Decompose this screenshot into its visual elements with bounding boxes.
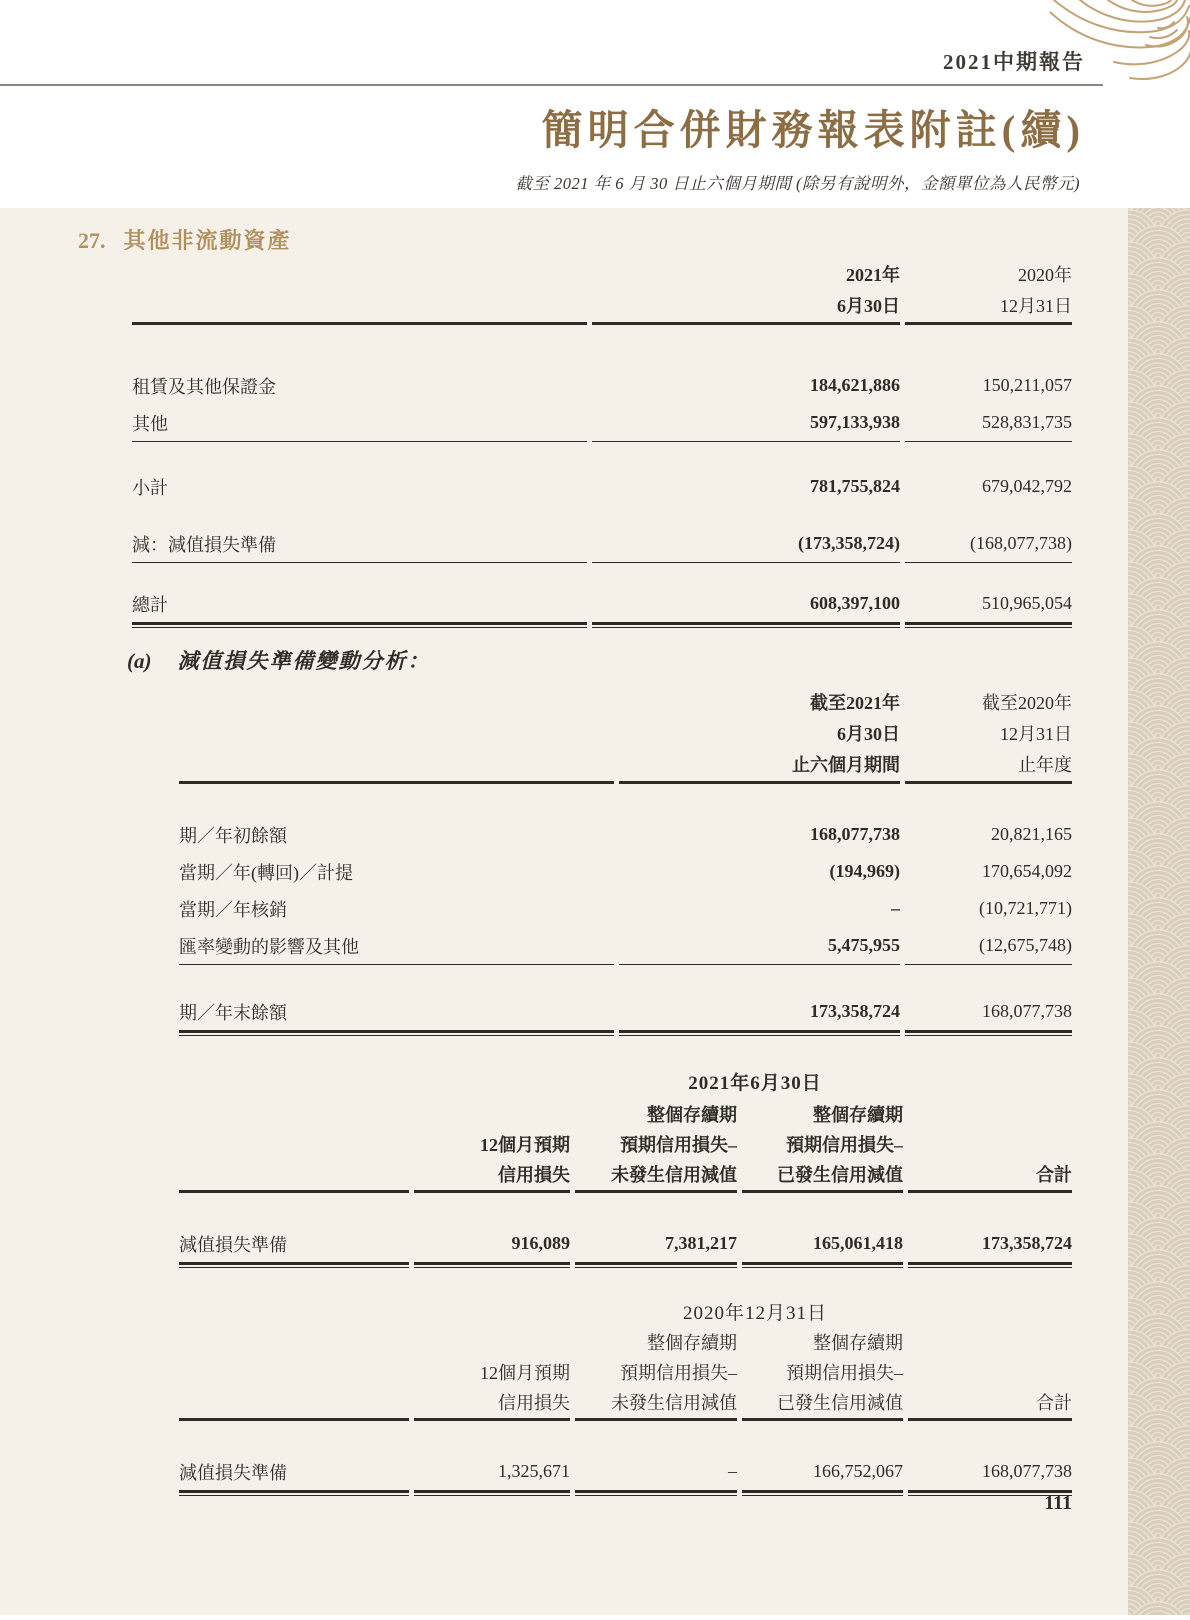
- column-header-total: 合計: [908, 1328, 1072, 1421]
- value-2020: (12,675,748): [905, 927, 1072, 965]
- row-label: 減值損失準備: [179, 1453, 409, 1493]
- row-label: 期／年末餘額: [179, 993, 614, 1033]
- table-ecl-2021: [174, 1100, 1077, 1268]
- column-header-total: 合計: [908, 1100, 1072, 1193]
- table-row: [179, 927, 1072, 965]
- row-label: 租賃及其他保證金: [132, 376, 276, 397]
- header-spacer: [132, 258, 587, 325]
- row-label: 其他: [132, 404, 587, 442]
- table-row-closing-balance: [179, 993, 1072, 1033]
- subsection-marker: (a): [127, 649, 152, 673]
- table3-date-title: 2021年6月30日: [688, 1073, 822, 1094]
- value-2020: 170,654,092: [982, 861, 1072, 881]
- value-2020: (10,721,771): [979, 898, 1072, 918]
- value-2021: 5,475,955: [619, 927, 900, 965]
- table-row: [179, 816, 1072, 853]
- value-12m: 1,325,671: [414, 1453, 570, 1493]
- table-row: [179, 853, 1072, 890]
- value-2021: (173,358,724): [592, 525, 900, 563]
- value-2021: –: [891, 898, 900, 918]
- table-row-total: [132, 585, 1072, 625]
- column-header-lifetime-not-impaired: 整個存續期 預期信用損失– 未發生信用減值: [575, 1328, 737, 1421]
- header-rule: [0, 84, 1103, 86]
- column-header-2020-year: 截至2020年 12月31日 止年度: [905, 686, 1072, 784]
- value-2020: 679,042,792: [982, 476, 1072, 496]
- value-2020: 150,211,057: [982, 375, 1072, 395]
- row-label: 減：減值損失準備: [132, 525, 587, 563]
- table-row: [132, 404, 1072, 442]
- table-row-impairment-allowance: [179, 1225, 1072, 1265]
- column-header-12m-ecl: 12個月預期 信用損失: [414, 1328, 570, 1421]
- table-row-subtotal: [132, 468, 1072, 505]
- value-2020: 528,831,735: [905, 404, 1072, 442]
- row-label: 當期／年核銷: [179, 899, 287, 920]
- column-header-lifetime-not-impaired: 整個存續期 預期信用損失– 未發生信用減值: [575, 1100, 737, 1193]
- value-total: 168,077,738: [908, 1453, 1072, 1493]
- page-number: 111: [1044, 1492, 1072, 1514]
- column-header-lifetime-impaired: 整個存續期 預期信用損失– 已發生信用減值: [742, 1328, 903, 1421]
- value-12m: 916,089: [414, 1225, 570, 1265]
- table4-date-title: 2020年12月31日: [682, 1303, 827, 1324]
- value-2021: 173,358,724: [619, 993, 900, 1033]
- table-impairment-movement: [174, 686, 1077, 1036]
- page-title: 簡明合併財務報表附註(續): [541, 107, 1085, 153]
- subsection-a-heading: [127, 645, 431, 675]
- section-number: 27.: [78, 228, 106, 253]
- row-label: 減值損失準備: [179, 1225, 409, 1265]
- value-lifetime-impaired: 165,061,418: [742, 1225, 903, 1265]
- value-lifetime-not-impaired: –: [575, 1453, 737, 1493]
- table-row-impairment-allowance: [179, 1453, 1072, 1493]
- header-spacer: [179, 1328, 409, 1421]
- header-spacer: [179, 686, 614, 784]
- column-header-lifetime-impaired: 整個存續期 預期信用損失– 已發生信用減值: [742, 1100, 903, 1193]
- seigaiha-pattern: [1128, 208, 1190, 1615]
- column-header-2021: 2021年 6月30日: [592, 258, 900, 325]
- table-ecl-2020: [174, 1328, 1077, 1496]
- table-other-noncurrent-assets: [127, 258, 1077, 628]
- value-2020: (168,077,738): [905, 525, 1072, 563]
- value-2020: 20,821,165: [991, 824, 1072, 844]
- header-spacer: [179, 1100, 409, 1193]
- column-header-2021-period: 截至2021年 6月30日 止六個月期間: [619, 686, 900, 784]
- value-lifetime-not-impaired: 7,381,217: [575, 1225, 737, 1265]
- value-2021: 608,397,100: [592, 585, 900, 625]
- report-name: 2021中期報告: [943, 50, 1085, 74]
- value-2021: 184,621,886: [810, 375, 900, 395]
- row-label: 總計: [132, 585, 587, 625]
- row-label: 匯率變動的影響及其他: [179, 927, 614, 965]
- column-header-12m-ecl: 12個月預期 信用損失: [414, 1100, 570, 1193]
- row-label: 小計: [132, 477, 168, 498]
- page-subtitle: 截至 2021 年 6 月 30 日止六個月期間 (除另有說明外，金額單位為人民幣元): [515, 174, 1080, 193]
- section-title: 其他非流動資產: [123, 228, 292, 253]
- subsection-title: 減值損失準備變動分析：: [177, 649, 431, 673]
- section-heading: [78, 224, 292, 255]
- value-2020: 168,077,738: [905, 993, 1072, 1033]
- value-2021: 781,755,824: [810, 476, 900, 496]
- value-2021: 168,077,738: [810, 824, 900, 844]
- value-lifetime-impaired: 166,752,067: [742, 1453, 903, 1493]
- column-header-2020: 2020年 12月31日: [905, 258, 1072, 325]
- table-row: [179, 890, 1072, 927]
- value-2021: 597,133,938: [592, 404, 900, 442]
- value-2021: (194,969): [829, 861, 900, 881]
- table-row-impairment: [132, 525, 1072, 563]
- row-label: 期／年初餘額: [179, 825, 287, 846]
- wave-motif-icon: [1050, 0, 1190, 90]
- table-row: [132, 367, 1072, 404]
- row-label: 當期／年(轉回)／計提: [179, 862, 353, 883]
- value-2020: 510,965,054: [905, 585, 1072, 625]
- value-total: 173,358,724: [908, 1225, 1072, 1265]
